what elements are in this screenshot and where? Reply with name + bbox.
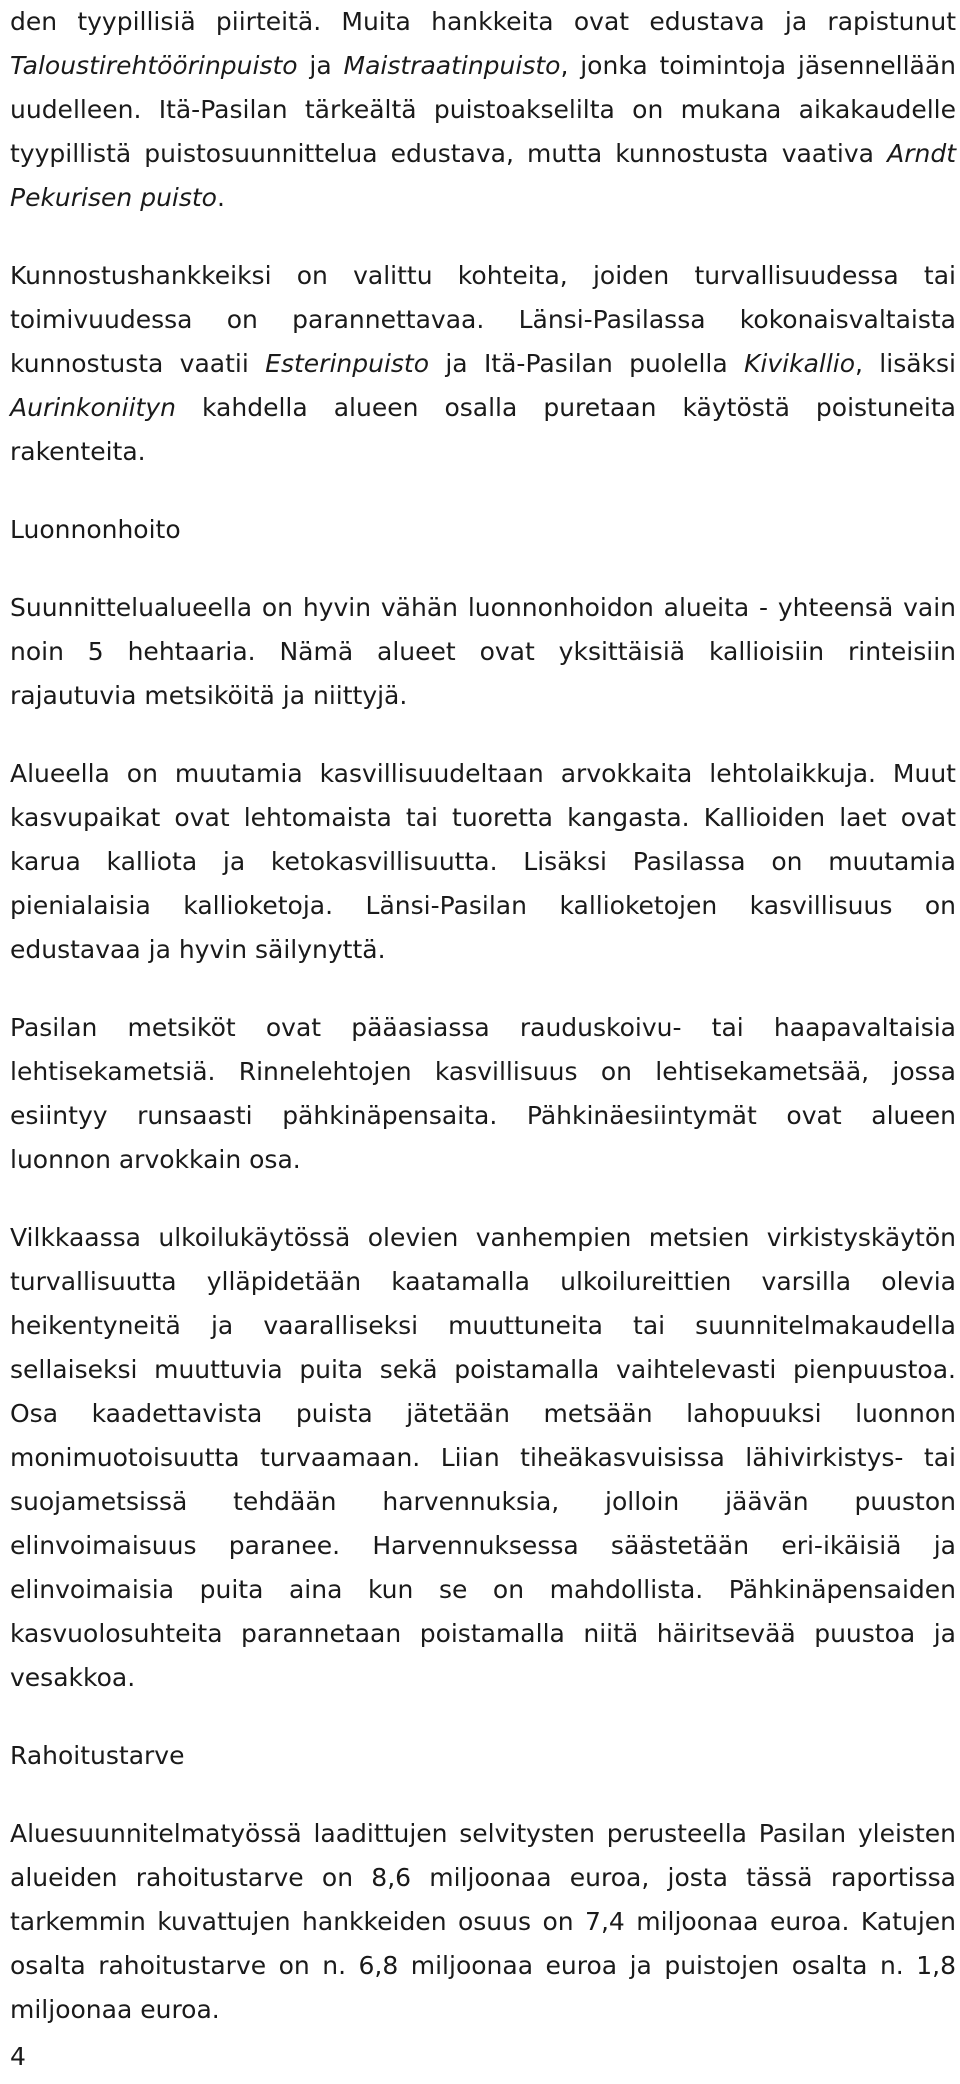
- paragraph-nature-areas: Suunnittelualueella on hyvin vähän luonnonhoidon alueita - yhteensä vain noin 5 hehtaaria. Nämä alueet ovat yksittäisiä kallioisiin rinteisiin rajautuvia metsiköitä ja niittyjä.: [10, 593, 956, 710]
- paragraph-forest-management: Vilkkaassa ulkoilukäytössä olevien vanhempien metsien virkistyskäytön turvallisuutta ylläpidetään kaatamalla ulkoilureittien varsilla olevia heikentyneitä ja vaaralliseksi muuttuneita tai suunnitelmakaudella sellaiseksi muuttuvia puita sekä poistamalla vaihtelevasti pienpuustoa. Osa kaadettavista puista jätetään metsään lahopuuksi luonnon monimuotoisuutta turvaamaan. Liian tiheäkasvuisissa lähivirkistys- tai suojametsissä tehdään harvennuksia, jolloin jäävän puuston elinvoimaisuus paranee. Harvennuksessa säästetään eri-ikäisiä ja elinvoimaisia puita aina kun se on mahdollista. Pähkinäpensaiden kasvuolosuhteita parannetaan poistamalla niitä häiritsevää puustoa ja vesakkoa.: [10, 1223, 956, 1692]
- text-span: ja Itä-Pasilan puolella: [429, 349, 745, 378]
- text-span: , lisäksi: [855, 349, 956, 378]
- paragraph-forests: Pasilan metsiköt ovat pääasiassa rauduskoivu- tai haapavaltaisia lehtisekametsiä. Rinnelehtojen kasvillisuus on lehtisekametsää, jossa esiintyy runsaasti pähkinäpensaita. Pähkinäesiintymät ovat alueen luonnon arvokkain osa.: [10, 1013, 956, 1174]
- text-span: kahdella alueen osalla puretaan käytöstä poistuneita rakenteita.: [10, 393, 956, 466]
- park-name: Taloustirehtöörinpuisto: [10, 51, 298, 80]
- paragraph-renovation: [10, 254, 956, 474]
- document-page: [10, 0, 956, 2032]
- park-name: Kivikallio: [744, 349, 856, 378]
- paragraph-project-list: [10, 0, 956, 220]
- text-span: , jonka toimintoja jäsennellään uudelleen. Itä-Pasilan tärkeältä puistoakselilta on mukana aikakaudelle tyypillistä puistosuunnittelua edustava, mutta kunnostusta vaativa: [10, 51, 956, 168]
- park-name: Esterinpuisto: [265, 349, 430, 378]
- park-name: Aurinkoniityn: [10, 393, 176, 422]
- text-span: ja: [297, 51, 344, 80]
- section-heading-nature-care: Luonnonhoito: [10, 515, 181, 544]
- paragraph-funding: Aluesuunnitelmatyössä laadittujen selvitysten perusteella Pasilan yleisten alueiden rahoitustarve on 8,6 miljoonaa euroa, josta tässä raportissa tarkemmin kuvattujen hankkeiden osuus on 7,4 miljoonaa euroa. Katujen osalta rahoitustarve on n. 6,8 miljoonaa euroa ja puistojen osalta n. 1,8 miljoonaa euroa.: [10, 1819, 956, 2024]
- section-heading-funding: Rahoitustarve: [10, 1741, 185, 1770]
- text-span: den tyypillisiä piirteitä. Muita hankkeita ovat edustava ja rapistunut: [10, 7, 956, 36]
- park-name: Maistraatinpuisto: [343, 51, 561, 80]
- park-name: Arndt Pekurisen puisto: [10, 139, 956, 212]
- text-span: Kunnostushankkeiksi on valittu kohteita, joiden turvallisuudessa tai toimivuudessa on parannettavaa. Länsi-Pasilassa kokonaisvaltaista kunnostusta vaatii: [10, 261, 956, 378]
- paragraph-vegetation: Alueella on muutamia kasvillisuudeltaan arvokkaita lehtolaikkuja. Muut kasvupaikat ovat lehtomaista tai tuoretta kangasta. Kallioiden laet ovat karua kalliota ja ketokasvillisuutta. Lisäksi Pasilassa on muutamia pienialaisia kallioketoja. Länsi-Pasilan kallioketojen kasvillisuus on edustavaa ja hyvin säilynyttä.: [10, 759, 956, 964]
- text-span: .: [216, 183, 225, 212]
- page-number: 4: [10, 2042, 26, 2071]
